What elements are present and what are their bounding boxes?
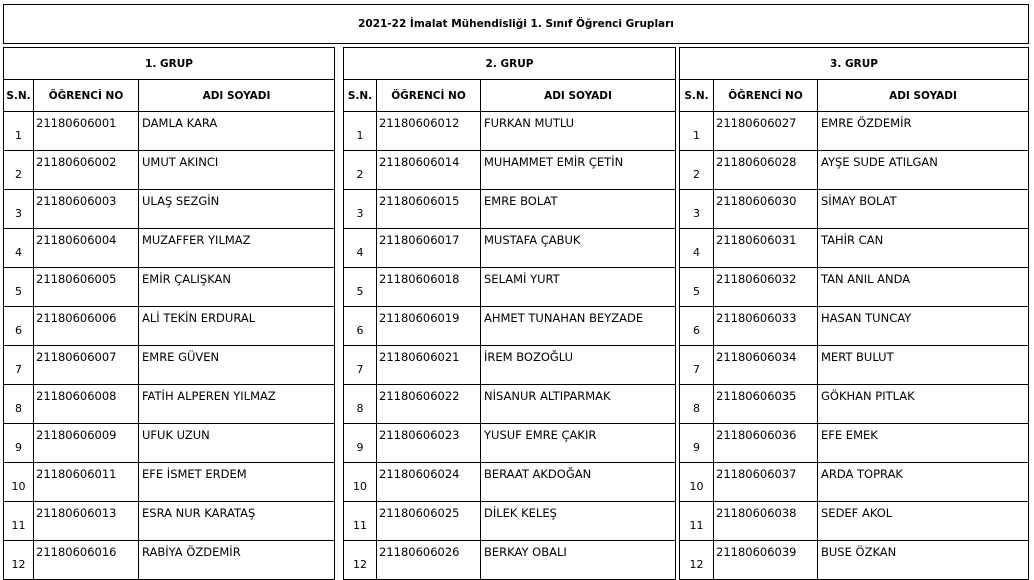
- cell-sn[interactable]: 1: [344, 112, 377, 151]
- col-header-name[interactable]: ADI SOYADI: [481, 80, 676, 112]
- table-row: [344, 190, 676, 229]
- table-row: [4, 346, 335, 385]
- cell-sn[interactable]: 3: [344, 190, 377, 229]
- table-row: [680, 346, 1029, 385]
- cell-name[interactable]: MUZAFFER YILMAZ: [139, 229, 335, 268]
- table-row: [344, 463, 676, 502]
- cell-student-no[interactable]: 21180606032: [714, 268, 818, 307]
- table-row: [680, 229, 1029, 268]
- cell-student-no[interactable]: 21180606013: [34, 502, 139, 541]
- cell-name[interactable]: DİLEK KELEŞ: [481, 502, 676, 541]
- cell-sn[interactable]: 10: [344, 463, 377, 502]
- table-row: [344, 346, 676, 385]
- cell-student-no[interactable]: 21180606017: [377, 229, 481, 268]
- cell-student-no[interactable]: 21180606037: [714, 463, 818, 502]
- cell-sn[interactable]: 5: [4, 268, 34, 307]
- table-row: [344, 268, 676, 307]
- cell-sn[interactable]: 5: [344, 268, 377, 307]
- cell-name[interactable]: ARDA TOPRAK: [818, 463, 1029, 502]
- table-row: [344, 502, 676, 541]
- group-header[interactable]: 3. GRUP: [680, 48, 1029, 80]
- cell-name[interactable]: BUSE ÖZKAN: [818, 541, 1029, 580]
- cell-student-no[interactable]: 21180606034: [714, 346, 818, 385]
- cell-student-no[interactable]: 21180606012: [377, 112, 481, 151]
- cell-sn[interactable]: 10: [680, 463, 714, 502]
- table-row: [680, 307, 1029, 346]
- table-row: [4, 463, 335, 502]
- cell-name[interactable]: EFE EMEK: [818, 424, 1029, 463]
- cell-name[interactable]: EMRE BOLAT: [481, 190, 676, 229]
- col-header-sn[interactable]: S.N.: [344, 80, 377, 112]
- cell-sn[interactable]: 9: [680, 424, 714, 463]
- cell-student-no[interactable]: 21180606019: [377, 307, 481, 346]
- cell-sn[interactable]: 7: [344, 346, 377, 385]
- cell-sn[interactable]: 8: [680, 385, 714, 424]
- group-1-table: [3, 47, 335, 580]
- spreadsheet: [3, 4, 1030, 571]
- table-row: [4, 385, 335, 424]
- cell-name[interactable]: ULAŞ SEZGİN: [139, 190, 335, 229]
- col-header-name[interactable]: ADI SOYADI: [139, 80, 335, 112]
- cell-student-no[interactable]: 21180606011: [34, 463, 139, 502]
- cell-student-no[interactable]: 21180606014: [377, 151, 481, 190]
- table-row: [680, 541, 1029, 580]
- cell-student-no[interactable]: 21180606004: [34, 229, 139, 268]
- table-row: [4, 502, 335, 541]
- cell-name[interactable]: BERAAT AKDOĞAN: [481, 463, 676, 502]
- cell-student-no[interactable]: 21180606006: [34, 307, 139, 346]
- table-row: [4, 229, 335, 268]
- table-row: [680, 385, 1029, 424]
- cell-sn[interactable]: 12: [344, 541, 377, 580]
- sheet-title[interactable]: 2021-22 İmalat Mühendisliği 1. Sınıf Öğrenci Grupları: [3, 4, 1029, 44]
- cell-sn[interactable]: 1: [4, 112, 34, 151]
- cell-student-no[interactable]: 21180606031: [714, 229, 818, 268]
- table-row: [344, 385, 676, 424]
- table-row: [344, 307, 676, 346]
- cell-sn[interactable]: 9: [4, 424, 34, 463]
- table-row: [4, 424, 335, 463]
- group-2-table: [343, 47, 676, 580]
- cell-sn[interactable]: 6: [4, 307, 34, 346]
- cell-name[interactable]: EMİR ÇALIŞKAN: [139, 268, 335, 307]
- table-row: [4, 112, 335, 151]
- cell-student-no[interactable]: 21180606009: [34, 424, 139, 463]
- cell-student-no[interactable]: 21180606005: [34, 268, 139, 307]
- table-row: [4, 541, 335, 580]
- cell-sn[interactable]: 3: [680, 190, 714, 229]
- table-row: [4, 190, 335, 229]
- table-row: [344, 541, 676, 580]
- cell-sn[interactable]: 7: [4, 346, 34, 385]
- table-row: [680, 151, 1029, 190]
- cell-name[interactable]: MUHAMMET EMİR ÇETİN: [481, 151, 676, 190]
- cell-name[interactable]: SEDEF AKOL: [818, 502, 1029, 541]
- cell-student-no[interactable]: 21180606028: [714, 151, 818, 190]
- cell-sn[interactable]: 7: [680, 346, 714, 385]
- cell-student-no[interactable]: 21180606030: [714, 190, 818, 229]
- table-row: [680, 268, 1029, 307]
- group-header[interactable]: 2. GRUP: [344, 48, 676, 80]
- cell-student-no[interactable]: 21180606016: [34, 541, 139, 580]
- table-row: [680, 424, 1029, 463]
- cell-name[interactable]: HASAN TUNCAY: [818, 307, 1029, 346]
- table-row: [344, 229, 676, 268]
- cell-sn[interactable]: 2: [680, 151, 714, 190]
- col-header-student-no[interactable]: ÖĞRENCİ NO: [377, 80, 481, 112]
- table-row: [4, 268, 335, 307]
- cell-student-no[interactable]: 21180606023: [377, 424, 481, 463]
- table-row: [4, 307, 335, 346]
- cell-name[interactable]: EMRE ÖZDEMİR: [818, 112, 1029, 151]
- cell-student-no[interactable]: 21180606035: [714, 385, 818, 424]
- cell-name[interactable]: BERKAY OBALI: [481, 541, 676, 580]
- cell-sn[interactable]: 11: [344, 502, 377, 541]
- cell-student-no[interactable]: 21180606027: [714, 112, 818, 151]
- cell-sn[interactable]: 4: [4, 229, 34, 268]
- cell-name[interactable]: TAN ANIL ANDA: [818, 268, 1029, 307]
- cell-name[interactable]: AHMET TUNAHAN BEYZADE: [481, 307, 676, 346]
- cell-name[interactable]: NİSANUR ALTIPARMAK: [481, 385, 676, 424]
- cell-student-no[interactable]: 21180606015: [377, 190, 481, 229]
- col-header-student-no[interactable]: ÖĞRENCİ NO: [714, 80, 818, 112]
- cell-student-no[interactable]: 21180606001: [34, 112, 139, 151]
- cell-name[interactable]: MUSTAFA ÇABUK: [481, 229, 676, 268]
- table-row: [344, 424, 676, 463]
- cell-student-no[interactable]: 21180606039: [714, 541, 818, 580]
- cell-student-no[interactable]: 21180606033: [714, 307, 818, 346]
- cell-student-no[interactable]: 21180606018: [377, 268, 481, 307]
- cell-name[interactable]: FURKAN MUTLU: [481, 112, 676, 151]
- cell-student-no[interactable]: 21180606036: [714, 424, 818, 463]
- cell-name[interactable]: EFE İSMET ERDEM: [139, 463, 335, 502]
- table-row: [680, 112, 1029, 151]
- cell-name[interactable]: GÖKHAN PITLAK: [818, 385, 1029, 424]
- cell-sn[interactable]: 4: [344, 229, 377, 268]
- table-row: [344, 151, 676, 190]
- cell-name[interactable]: TAHİR CAN: [818, 229, 1029, 268]
- table-row: [4, 151, 335, 190]
- cell-name[interactable]: YUSUF EMRE ÇAKIR: [481, 424, 676, 463]
- cell-name[interactable]: RABİYA ÖZDEMİR: [139, 541, 335, 580]
- cell-sn[interactable]: 2: [4, 151, 34, 190]
- cell-name[interactable]: FATİH ALPEREN YILMAZ: [139, 385, 335, 424]
- cell-sn[interactable]: 6: [680, 307, 714, 346]
- cell-name[interactable]: SİMAY BOLAT: [818, 190, 1029, 229]
- col-header-sn[interactable]: S.N.: [680, 80, 714, 112]
- cell-name[interactable]: SELAMİ YURT: [481, 268, 676, 307]
- cell-sn[interactable]: 11: [4, 502, 34, 541]
- cell-name[interactable]: ESRA NUR KARATAŞ: [139, 502, 335, 541]
- cell-name[interactable]: MERT BULUT: [818, 346, 1029, 385]
- cell-student-no[interactable]: 21180606025: [377, 502, 481, 541]
- group-3-table: [679, 47, 1029, 580]
- table-row: [680, 463, 1029, 502]
- cell-sn[interactable]: 11: [680, 502, 714, 541]
- cell-name[interactable]: AYŞE SUDE ATILGAN: [818, 151, 1029, 190]
- col-header-sn[interactable]: S.N.: [4, 80, 34, 112]
- table-row: [344, 112, 676, 151]
- cell-student-no[interactable]: 21180606026: [377, 541, 481, 580]
- cell-sn[interactable]: 12: [680, 541, 714, 580]
- cell-name[interactable]: DAMLA KARA: [139, 112, 335, 151]
- cell-sn[interactable]: 8: [344, 385, 377, 424]
- cell-sn[interactable]: 9: [344, 424, 377, 463]
- cell-sn[interactable]: 5: [680, 268, 714, 307]
- col-header-name[interactable]: ADI SOYADI: [818, 80, 1029, 112]
- cell-name[interactable]: UFUK UZUN: [139, 424, 335, 463]
- table-row: [680, 190, 1029, 229]
- cell-name[interactable]: İREM BOZOĞLU: [481, 346, 676, 385]
- cell-student-no[interactable]: 21180606024: [377, 463, 481, 502]
- cell-student-no[interactable]: 21180606021: [377, 346, 481, 385]
- group-header[interactable]: 1. GRUP: [4, 48, 335, 80]
- cell-student-no[interactable]: 21180606003: [34, 190, 139, 229]
- cell-sn[interactable]: 1: [680, 112, 714, 151]
- cell-sn[interactable]: 3: [4, 190, 34, 229]
- cell-student-no[interactable]: 21180606008: [34, 385, 139, 424]
- cell-student-no[interactable]: 21180606022: [377, 385, 481, 424]
- table-row: [680, 502, 1029, 541]
- cell-student-no[interactable]: 21180606007: [34, 346, 139, 385]
- cell-sn[interactable]: 4: [680, 229, 714, 268]
- cell-sn[interactable]: 8: [4, 385, 34, 424]
- cell-sn[interactable]: 6: [344, 307, 377, 346]
- cell-student-no[interactable]: 21180606038: [714, 502, 818, 541]
- cell-student-no[interactable]: 21180606002: [34, 151, 139, 190]
- cell-name[interactable]: UMUT AKINCI: [139, 151, 335, 190]
- cell-sn[interactable]: 2: [344, 151, 377, 190]
- cell-name[interactable]: ALİ TEKİN ERDURAL: [139, 307, 335, 346]
- cell-sn[interactable]: 12: [4, 541, 34, 580]
- cell-sn[interactable]: 10: [4, 463, 34, 502]
- cell-name[interactable]: EMRE GÜVEN: [139, 346, 335, 385]
- col-header-student-no[interactable]: ÖĞRENCİ NO: [34, 80, 139, 112]
